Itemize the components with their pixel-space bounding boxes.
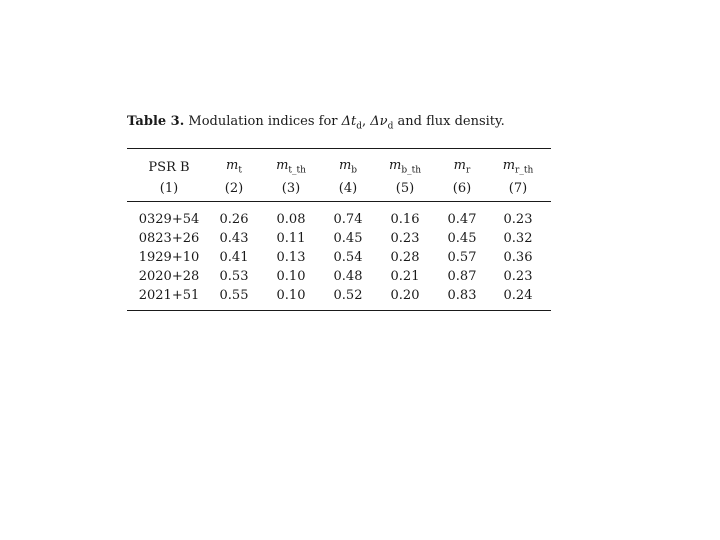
cell-value: 0.08 [276, 212, 306, 227]
cell-psr-name: 2020+28 [138, 269, 200, 284]
header-col-number: (5) [395, 180, 415, 196]
cell-psr-name: 0329+54 [138, 212, 200, 227]
cell-value: 0.52 [333, 288, 363, 303]
table-top-rule [127, 148, 551, 149]
cell-value: 0.47 [447, 212, 477, 227]
cell-psr-name: 2021+51 [138, 288, 200, 303]
caption-separator: , [362, 114, 367, 129]
cell-value: 0.55 [219, 288, 249, 303]
cell-value: 0.83 [447, 288, 477, 303]
header-col-number: (2) [224, 180, 244, 196]
cell-value: 0.23 [503, 212, 533, 227]
header-col-number: (7) [508, 180, 528, 196]
cell-value: 0.43 [219, 231, 249, 246]
cell-value: 0.54 [333, 250, 363, 265]
table-body [127, 210, 551, 305]
header-m-b: $m_b$ [338, 158, 358, 176]
cell-value: 0.48 [333, 269, 363, 284]
table-header [127, 157, 551, 198]
cell-value: 0.28 [390, 250, 420, 265]
cell-value: 0.57 [447, 250, 477, 265]
cell-value: 0.23 [390, 231, 420, 246]
cell-psr-name: 1929+10 [138, 250, 200, 265]
header-psr-name: PSR B [148, 160, 190, 176]
cell-value: 0.41 [219, 250, 249, 265]
header-col-number: (4) [338, 180, 358, 196]
table-row [127, 248, 551, 267]
cell-value: 0.10 [276, 269, 306, 284]
cell-value: 0.53 [219, 269, 249, 284]
caption-label: Table 3. [127, 114, 185, 129]
table-row [127, 229, 551, 248]
table-row [127, 210, 551, 229]
caption-text-pre: Modulation indices for [188, 114, 338, 129]
cell-value: 0.45 [447, 231, 477, 246]
cell-value: 0.36 [503, 250, 533, 265]
header-col-number: (6) [452, 180, 472, 196]
cell-value: 0.10 [276, 288, 306, 303]
table-bottom-rule [127, 310, 551, 311]
table-header-rule [127, 201, 551, 202]
header-m-b-th: $m_{b\_th}$ [388, 158, 421, 176]
header-col-number: (1) [159, 180, 179, 196]
header-col-number: (3) [281, 180, 301, 196]
caption-symbol-dt [341, 114, 363, 132]
cell-value: 0.87 [447, 269, 477, 284]
header-number-row [127, 180, 551, 198]
table-caption [127, 114, 505, 132]
cell-value: 0.20 [390, 288, 420, 303]
cell-value: 0.23 [503, 269, 533, 284]
cell-value: 0.16 [390, 212, 420, 227]
caption-symbol-dt-sub: d [356, 121, 363, 132]
caption-symbol-dnu-main: Δν [370, 114, 388, 129]
table-row [127, 286, 551, 305]
cell-value: 0.24 [503, 288, 533, 303]
cell-value: 0.26 [219, 212, 249, 227]
header-symbol-row [127, 157, 551, 180]
header-m-r: $m_r$ [453, 158, 471, 176]
cell-value: 0.13 [276, 250, 306, 265]
caption-symbol-dnu-sub: d [387, 121, 394, 132]
caption-symbol-dt-main: Δt [341, 114, 357, 129]
cell-value: 0.32 [503, 231, 533, 246]
table-row [127, 267, 551, 286]
cell-value: 0.11 [276, 231, 306, 246]
header-m-t-th: $m_{t\_th}$ [276, 158, 306, 176]
caption-symbol-dnu [370, 114, 394, 132]
header-m-r-th: $m_{r\_th}$ [502, 158, 534, 176]
cell-value: 0.74 [333, 212, 363, 227]
header-m-t: $m_t$ [226, 158, 242, 176]
cell-value: 0.45 [333, 231, 363, 246]
cell-value: 0.21 [390, 269, 420, 284]
caption-text-post: and flux density. [397, 114, 505, 129]
cell-psr-name: 0823+26 [138, 231, 200, 246]
